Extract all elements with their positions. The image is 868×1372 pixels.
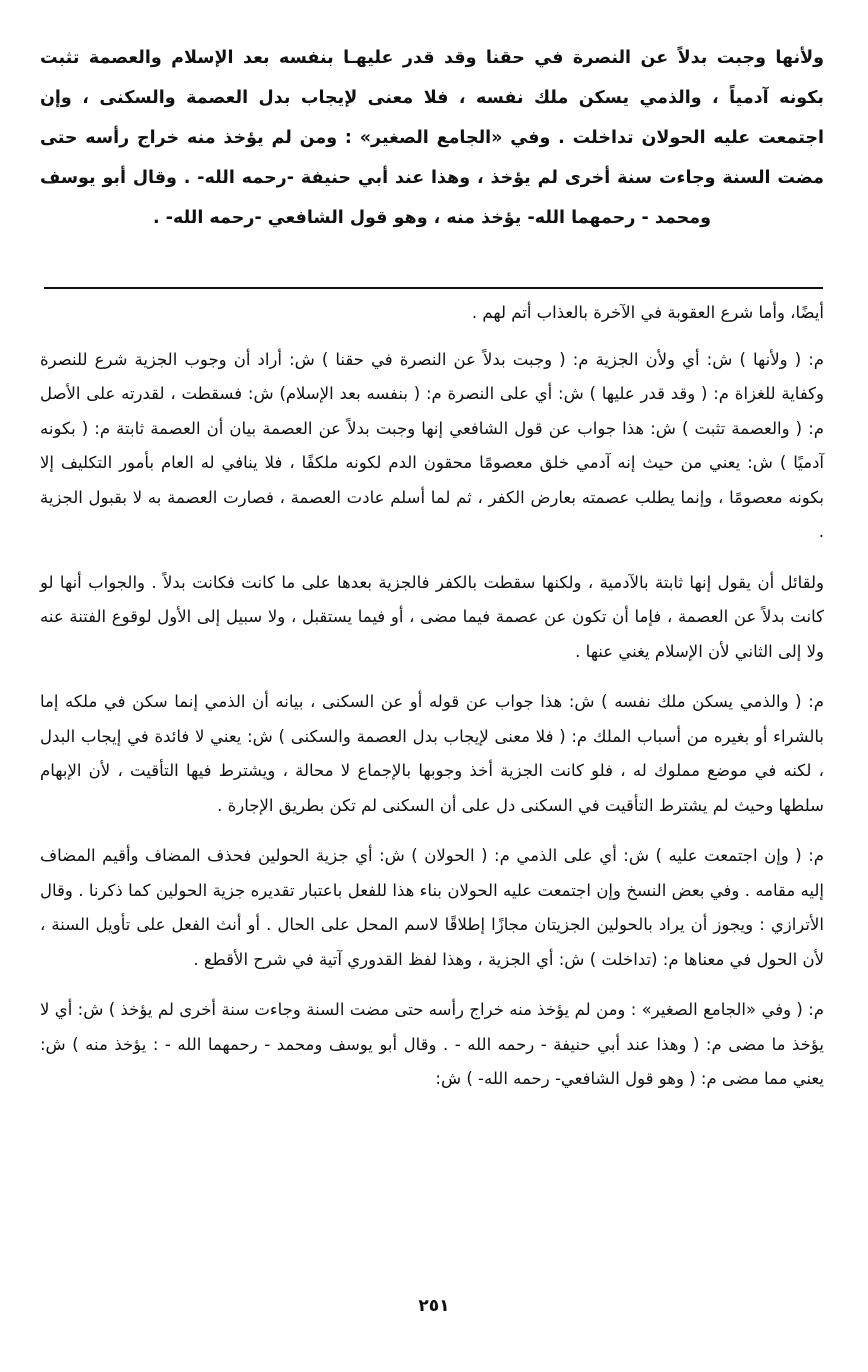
separator-line — [44, 287, 823, 289]
sharh-paragraph: ولقائل أن يقول إنها ثابتة بالآدمية ، ولكنها سقطت بالكفر فالجزية بعدها على ما كانت فكانت بدلاً . والجواب أنها لو كانت بدلاً عن العصمة ، فإما أن تكون عن عصمة فيما مضى ، أو فيما يستقبل ، ولا سبيل إلى الأول لوقوع الفتنة عنه ولا إلى الثاني لأن الإسلام يغني عنها . — [40, 572, 824, 661]
sharh-paragraph: م: ( والذمي يسكن ملك نفسه ) ش: هذا جواب عن قوله أو عن السكنى ، بيانه أن الذمي إنما سكن في ملكه إما بالشراء أو بغيره من أسباب الملك م: ( فلا معنى لإيجاب بدل العصمة والسكنى ) ش: يعني لا فائدة في إيجاب البدل ، لكنه في موضع مملوك له ، فلو كانت الجزية أخذ وجوبها بالإجماع لا محالة ، ويشترط فيها التأقيت ، لأن الإبهام سلطها وحيث لم يشترط التأقيت في السكنى دل على أن السكنى لم تكن بطريق الإجارة . — [40, 692, 824, 815]
sharh-paragraph: م: ( وإن اجتمعت عليه ) ش: أي على الذمي م: ( الحولان ) ش: أي جزية الحولين فحذف المضاف وأقيم المضاف إليه مقامه . وفي بعض النسخ وإن اجتمعت عليه الحولان بناء هذا للفعل باعتبار تقديره جزية الحولين كما ذكرنا . وقال الأترازي : ويجوز أن يراد بالحولين الجزيتان مجازًا إطلاقًا لاسم المحل على الحال . أو أنث الفعل على تأويل السنة ، لأن الحول في معناها م: (تداخلت ) ش: أي الجزية ، وهذا لفظ القدوري آتية في شرح الأقطع . — [40, 846, 824, 969]
sharh-paragraph: أيضًا، وأما شرع العقوبة في الآخرة بالعذاب أتم لهم . — [471, 303, 824, 322]
matn-block — [40, 38, 824, 238]
sharh-paragraph: م: ( وفي «الجامع الصغير» : ومن لم يؤخذ منه خراج رأسه حتى مضت السنة وجاءت سنة أخرى لم يؤخذ ) ش: أي لا يؤخذ ما مضى م: ( وهذا عند أبي حنيفة - رحمه الله - . وقال أبو يوسف ومحمد - رحمهما الله - : يؤخذ منه ) ش: يعني مما مضى م: ( وهو قول الشافعي- رحمه الله- ) ش: — [40, 1000, 824, 1088]
page-number: ٢٥١ — [418, 1296, 450, 1316]
sharh-paragraph: م: ( ولأنها ) ش: أي ولأن الجزية م: ( وجبت بدلاً عن النصرة في حقنا ) ش: أراد أن وجوب الجزية شرع للنصرة وكفاية للغزاة م: ( وقد قدر عليها ) ش: أي على النصرة م: ( بنفسه بعد الإسلام) ش: فسقطت ، لقدرته على الأصل م: ( والعصمة تثبت ) ش: هذا جواب عن قول الشافعي إنها وجبت بدلاً عن العصمة بيان أن العصمة ثابتة م: ( بكونه آدميًا ) ش: يعني من حيث إنه آدمي خلق معصومًا محقون الدم لكونه ملكفًا ، فلا ينافي له العام بأمور التكليف إلا بكونه معصومًا ، وإنما يطلب عصمته بعارض الكفر ، ثم لما أسلم عادت العصمة ، فصارت العصمة به لا بقبول الجزية . — [40, 349, 824, 541]
sharh-block — [40, 296, 824, 1097]
matn-text: ولأنها وجبت بدلاً عن النصرة في حقنا وقد قدر عليهـا بنفسه بعد الإسلام والعصمة تثبت بكونه آدمياً ، والذمي يسكن ملك نفسه ، فلا معنى لإيجاب بدل العصمة والسكنى ، وإن اجتمعت عليه الحولان تداخلت . وفي «الجامع الصغير» : ومن لم يؤخذ منه خراج رأسه حتى مضت السنة وجاءت سنة أخرى لم يؤخذ ، وهذا عند أبي حنيفة -رحمه الله- . وقال أبو يوسف ومحمد - رحمهما الله- يؤخذ منه ، وهو قول الشافعي -رحمه الله- . — [40, 48, 824, 228]
